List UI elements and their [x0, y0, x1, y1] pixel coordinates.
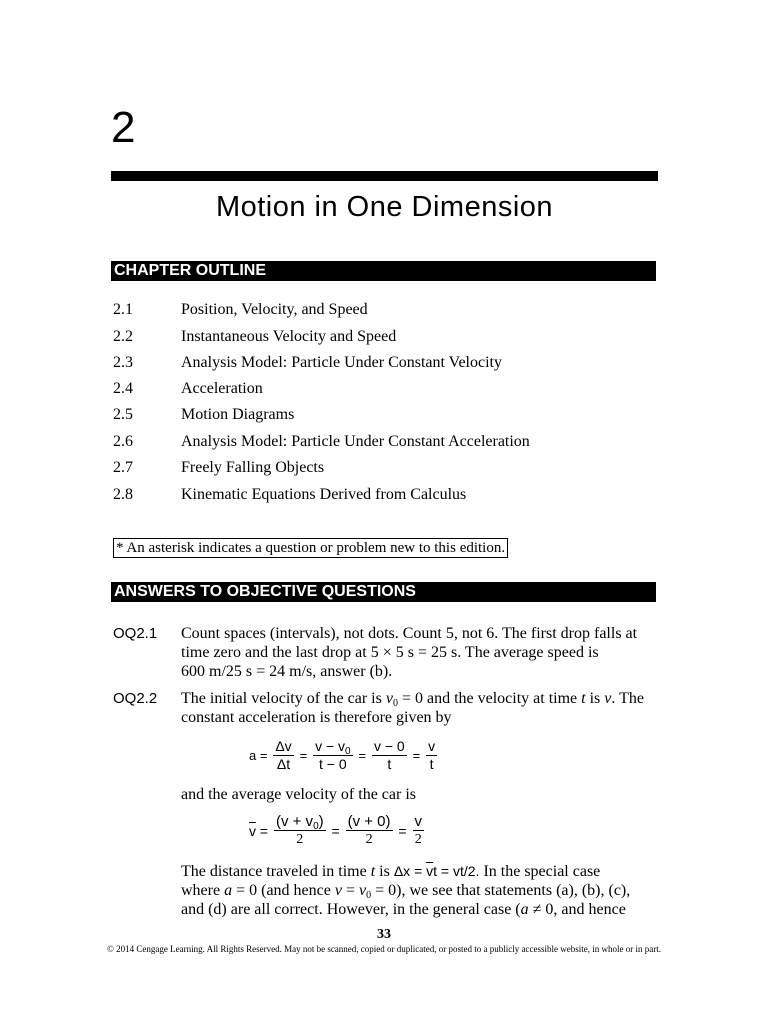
copyright-notice: © 2014 Cengage Learning. All Rights Reserved. May not be scanned, copied or duplicated, or posted to a publicly accessible website, in whole or in part. — [107, 944, 661, 954]
outline-item-title: Instantaneous Velocity and Speed — [181, 328, 397, 345]
chapter-title: Motion in One Dimension — [215, 191, 554, 223]
outline-item-title: Position, Velocity, and Speed — [181, 301, 368, 318]
answer-line: The distance traveled in time t is $\Delta x = \overline{v}t = vt/2$. In the special case — [181, 863, 601, 880]
outline-item-title: Motion Diagrams — [181, 406, 295, 423]
outline-item-title: Analysis Model: Particle Under Constant Velocity — [181, 354, 502, 371]
outline-item-title: Analysis Model: Particle Under Constant Acceleration — [181, 433, 530, 450]
average-velocity-equation: $\overline{v}$ = $\frac{(v + v_0)}{2}$ = $\frac{(v + 0)}{2}$ = $\frac{v}{2}$ — [249, 813, 422, 847]
acceleration-equation: a = $\frac{\Delta v}{\Delta t}$ = $\frac{v - v_0}{t - 0}$ = $\frac{v - 0}{t}$ = $\frac{v}{t}$ — [249, 738, 436, 772]
answer-line: constant acceleration is therefore given by — [181, 709, 452, 726]
outline-item-number: 2.7 — [113, 459, 133, 476]
outline-item-number: 2.5 — [113, 406, 133, 423]
outline-item-number: 2.3 — [113, 354, 133, 371]
answer-line: and (d) are all correct. However, in the general case (a ≠ 0, and hence — [181, 901, 626, 918]
objective-answers-heading: ANSWERS TO OBJECTIVE QUESTIONS — [111, 582, 656, 602]
chapter-outline-heading: CHAPTER OUTLINE — [111, 261, 656, 281]
outline-item-number: 2.8 — [113, 486, 133, 503]
answer-line: and the average velocity of the car is — [181, 786, 416, 803]
outline-item-title: Kinematic Equations Derived from Calculus — [181, 486, 467, 503]
answer-line: The initial velocity of the car is $v_0 = 0$ and the velocity at time t is v. The — [181, 690, 644, 709]
answer-line: time zero and the last drop at 5 × 5 s = 25 s. The average speed is — [181, 644, 599, 661]
outline-item-number: 2.4 — [113, 380, 133, 397]
question-answer — [181, 689, 661, 727]
chapter-number: 2 — [111, 103, 136, 152]
outline-item-title: Acceleration — [181, 380, 263, 397]
page-number: 33 — [377, 927, 391, 942]
outline-item-number: 2.1 — [113, 301, 133, 318]
outline-item-title: Freely Falling Objects — [181, 459, 325, 476]
asterisk-note: * An asterisk indicates a question or problem new to this edition. — [113, 538, 508, 558]
answer-line: where a = 0 (and hence $v = v_0 = 0$), we see that statements (a), (b), (c), — [181, 882, 631, 901]
question-answer — [181, 624, 661, 681]
outline-item-number: 2.6 — [113, 433, 133, 450]
title-divider — [111, 171, 658, 181]
question-label: OQ2.2 — [113, 690, 158, 707]
answer-line: 600 m/25 s = 24 m/s, answer (b). — [181, 663, 393, 680]
answer-line: Count spaces (intervals), not dots. Count 5, not 6. The first drop falls at — [181, 625, 638, 642]
question-label: OQ2.1 — [113, 625, 158, 642]
answer-paragraph — [181, 862, 661, 919]
outline-item-number: 2.2 — [113, 328, 133, 345]
